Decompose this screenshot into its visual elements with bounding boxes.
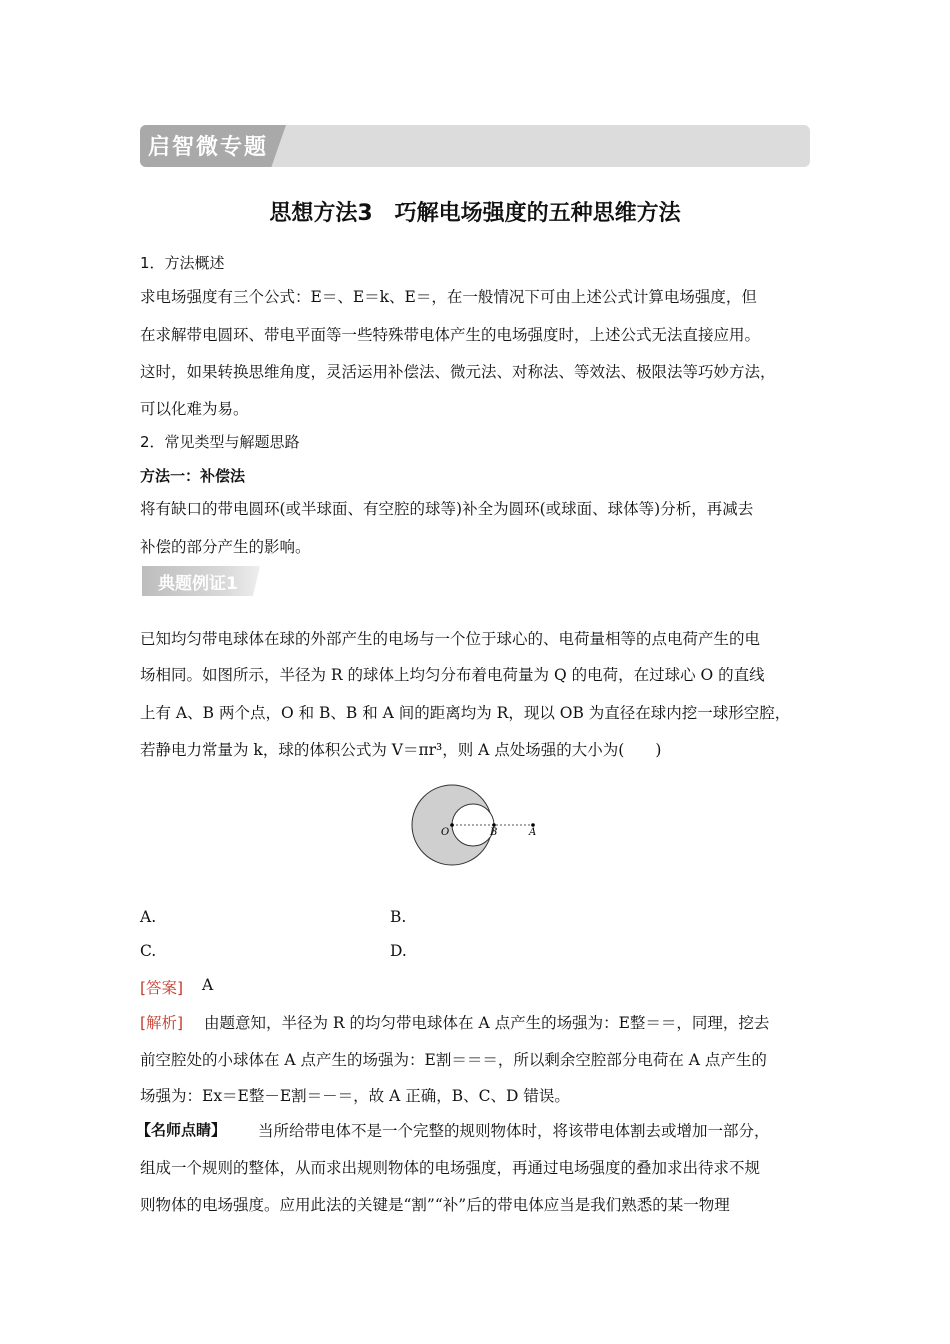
page-title: 思想方法3 巧解电场强度的五种思维方法 [269,201,681,226]
example-line: 场相同。如图所示，半径为 R 的球体上均匀分布着电荷量为 Q 的电荷，在过球心 O 的直线 [140,666,765,684]
option-d[interactable]: D. [390,942,407,960]
paragraph-line: 在求解带电圆环、带电平面等一些特殊带电体产生的电场强度时，上述公式无法直接应用。 [140,326,761,344]
analysis-line: 场强为：Ex＝E整－E割＝－＝，故 A 正确，B、C、D 错误。 [140,1087,570,1105]
paragraph-line: 求电场强度有三个公式：E＝、E＝k、E＝，在一般情况下可由上述公式计算电场强度，但 [140,288,757,306]
paragraph-line: 将有缺口的带电圆环(或半球面、有空腔的球等)补全为圆环(或球面、球体等)分析，再减去 [140,500,754,518]
tip-line: 则物体的电场强度。应用此法的关键是“割”“补”后的带电体应当是我们熟悉的某一物理 [140,1196,730,1214]
tip-line: 组成一个规则的整体，从而求出规则物体的电场强度，再通过电场强度的叠加求出待求不规 [140,1159,761,1177]
heading-method-one: 方法一：补偿法 [140,467,246,485]
label-a: A [529,827,537,838]
option-b[interactable]: B. [390,908,407,926]
analysis-line: 前空腔处的小球体在 A 点产生的场强为：E割＝＝＝，所以剩余空腔部分电荷在 A 点产生的 [140,1051,767,1069]
analysis-tag: [解析] [140,1014,184,1032]
example-line: 已知均匀带电球体在球的外部产生的电场与一个位于球心的、电荷量相等的点电荷产生的电 [140,630,761,648]
paragraph-line: 这时，如果转换思维角度，灵活运用补偿法、微元法、对称法、等效法、极限法等巧妙方法， [140,363,776,381]
option-c[interactable]: C. [140,942,157,960]
option-a[interactable]: A. [140,908,157,926]
example-label: 典题例证1 [158,574,238,594]
sphere-cavity-figure [405,780,555,870]
label-o: O [441,827,450,838]
heading-common-types: 2．常见类型与解题思路 [140,433,300,451]
example-line: 若静电力常量为 k，球的体积公式为 V＝πr³，则 A 点处场强的大小为( ) [140,741,662,759]
heading-method-overview: 1．方法概述 [140,254,225,272]
answer-tag: [答案] [140,979,184,997]
paragraph-line: 可以化难为易。 [140,400,249,418]
tip-line: 当所给带电体不是一个完整的规则物体时，将该带电体割去或增加一部分， [258,1122,770,1140]
tip-tag: 【名师点睛】 [136,1121,227,1139]
paragraph-line: 补偿的部分产生的影响。 [140,538,311,556]
example-line: 上有 A、B 两个点，O 和 B、B 和 A 间的距离均为 R，现以 OB 为直径在球内挖一球形空腔， [140,704,791,722]
analysis-line: 由题意知，半径为 R 的均匀带电球体在 A 点产生的场强为：E整＝＝，同理，挖去 [204,1014,770,1032]
section-banner-label: 启智微专题 [148,134,269,160]
label-b: B [490,827,498,838]
answer-value: A [202,976,214,994]
